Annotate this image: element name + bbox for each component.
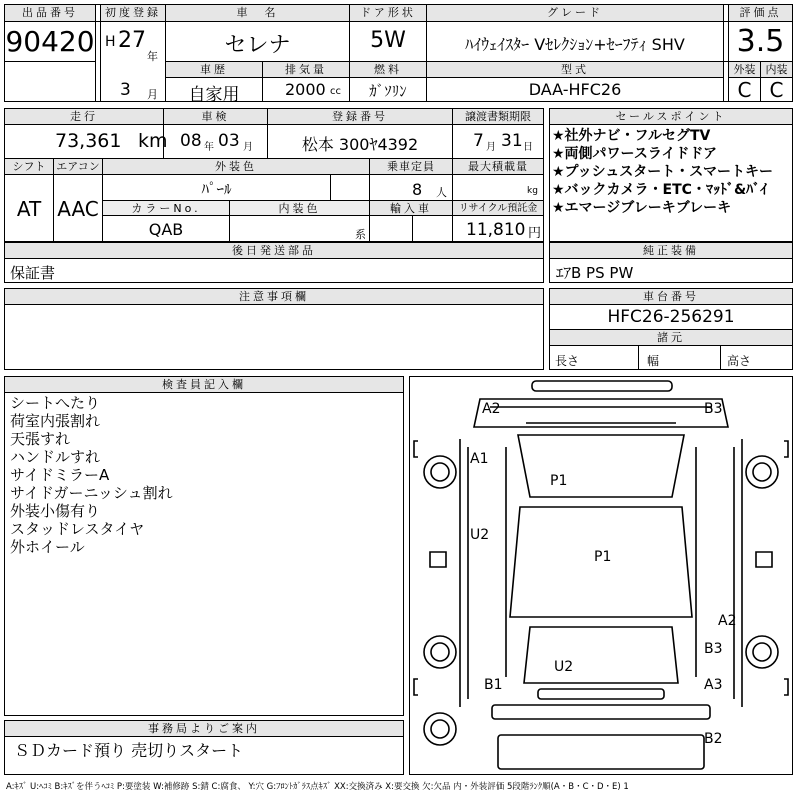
month-unit: 月 bbox=[147, 88, 158, 101]
recycle-label: リサイクル預託金 bbox=[453, 201, 543, 215]
chassis-value: HFC26-256291 bbox=[607, 307, 735, 327]
damage-b3-top: B3 bbox=[704, 401, 723, 417]
inspector-lines bbox=[10, 394, 173, 556]
sales-point-item: ★バックカメラ・ETC・ﾏｯﾄﾞ&ﾊﾞｲ bbox=[552, 182, 768, 198]
later-parts-label: 後日発送部品 bbox=[5, 243, 543, 258]
displacement-unit: cc bbox=[330, 86, 341, 97]
color-no-label: カラーNo. bbox=[103, 201, 229, 215]
grade-label: グレード bbox=[427, 5, 723, 21]
insp-month-unit: 月 bbox=[243, 142, 253, 153]
damage-p1-mid: P1 bbox=[594, 549, 612, 565]
fuel: ｶﾞｿﾘﾝ bbox=[369, 82, 407, 100]
length-label: 長さ bbox=[555, 354, 580, 368]
door: 5W bbox=[370, 28, 406, 53]
transfer-month-unit: 月 bbox=[486, 142, 496, 153]
later-parts-value: 保証書 bbox=[10, 264, 56, 282]
car-outline bbox=[410, 377, 792, 774]
inspector-line: 天張すれ bbox=[10, 430, 71, 448]
inspector-line: シートへたり bbox=[10, 394, 101, 412]
insp-month: 03 bbox=[218, 131, 240, 151]
color: ﾊﾟｰﾙ bbox=[201, 180, 232, 198]
displacement-label: 排気量 bbox=[263, 62, 349, 77]
interior-grade: C bbox=[769, 78, 784, 102]
office-value: ＳＤカード預り 売切りスタート bbox=[14, 741, 244, 760]
chassis-label: 車台番号 bbox=[550, 289, 792, 304]
lot-no-label: 出品番号 bbox=[5, 5, 95, 21]
load-unit: kg bbox=[527, 186, 538, 196]
legend: A:ｷｽﾞ U:ﾍｺﾐ B:ｷｽﾞを伴うﾍｺﾐ P:要塗装 W:補修跡 S:錆 C:腐食、 Y:穴 G:ﾌﾛﾝﾄｶﾞﾗｽ点ｷｽﾞ XX:交換済み X:要交換 欠:欠品 内・外装評価 5段階ﾗﾝｸ順(A・B・C・D・E) 1 bbox=[6, 782, 629, 792]
ac-label: エアコン bbox=[54, 159, 102, 174]
interior-label: 内装 bbox=[761, 62, 792, 77]
inspector-line: 外装小傷有り bbox=[10, 502, 101, 520]
year: 27 bbox=[118, 28, 146, 53]
width-label: 幅 bbox=[647, 354, 660, 368]
inspector-label: 検査員記入欄 bbox=[5, 377, 403, 392]
history: 自家用 bbox=[188, 85, 240, 105]
transfer-month: 7 bbox=[473, 131, 484, 151]
mileage-unit: km bbox=[138, 130, 168, 152]
grade: ﾊｲｳｪｲｽﾀｰ Vｾﾚｸｼｮﾝ+ｾｰﾌﾃｨ SHV bbox=[465, 35, 685, 54]
dims-label: 諸元 bbox=[550, 330, 792, 345]
shift-label: シフト bbox=[5, 159, 53, 174]
recycle: 11,810 bbox=[466, 220, 526, 240]
damage-a2-top: A2 bbox=[482, 401, 501, 417]
insp-year: 08 bbox=[180, 131, 202, 151]
inspector-line: 荷室内張割れ bbox=[10, 412, 101, 430]
capacity-unit: 人 bbox=[436, 186, 447, 199]
damage-a2-right: A2 bbox=[718, 613, 737, 629]
color-no: QAB bbox=[148, 220, 184, 239]
interior-color-unit: 系 bbox=[355, 228, 366, 241]
import-label: 輸入車 bbox=[370, 201, 452, 215]
door-label: ドア形状 bbox=[350, 5, 426, 21]
reg-no-label: 登録番号 bbox=[268, 109, 452, 124]
recycle-unit: 円 bbox=[528, 226, 542, 241]
displacement: 2000 bbox=[285, 80, 326, 99]
inspection-label: 車検 bbox=[164, 109, 267, 124]
reg-no: 松本 300ﾔ4392 bbox=[301, 135, 419, 154]
inspector-line: スタッドレスタイヤ bbox=[10, 520, 145, 538]
score-label: 評価点 bbox=[729, 5, 792, 21]
interior-color-label: 内装色 bbox=[230, 201, 369, 215]
sales-point-item: ★エマージブレーキブレーキ bbox=[552, 200, 732, 216]
era: H bbox=[105, 34, 116, 50]
lot-no: 90420 bbox=[5, 25, 95, 58]
load-label: 最大積載量 bbox=[453, 159, 543, 174]
sales-point-item: ★プッシュスタート・スマートキー bbox=[552, 164, 774, 180]
shift: AT bbox=[16, 197, 42, 221]
damage-b2: B2 bbox=[704, 731, 723, 747]
model: DAA-HFC26 bbox=[528, 80, 622, 99]
month: 3 bbox=[120, 80, 131, 100]
inspector-line: 外ホイール bbox=[10, 538, 85, 556]
damage-u2-bottom: U2 bbox=[554, 659, 574, 675]
car-name: セレナ bbox=[224, 33, 291, 58]
exterior-grade: C bbox=[737, 78, 752, 102]
capacity-label: 乗車定員 bbox=[370, 159, 452, 174]
year-unit: 年 bbox=[147, 50, 158, 63]
mileage: 73,361 bbox=[55, 130, 122, 152]
damage-a3: A3 bbox=[704, 677, 723, 693]
history-label: 車歴 bbox=[166, 62, 262, 77]
insp-year-unit: 年 bbox=[204, 142, 214, 153]
transfer-day-unit: 日 bbox=[523, 142, 533, 153]
sales-points-label: セールスポイント bbox=[550, 109, 792, 124]
model-label: 型式 bbox=[427, 62, 723, 77]
car-name-label: 車 名 bbox=[166, 5, 349, 21]
damage-a1: A1 bbox=[470, 451, 489, 467]
transfer-label: 譲渡書類期限 bbox=[453, 109, 543, 124]
damage-p1-top: P1 bbox=[550, 473, 568, 489]
office-label: 事務局よりご案内 bbox=[5, 721, 403, 736]
height-label: 高さ bbox=[727, 354, 752, 368]
damage-diagram bbox=[409, 376, 793, 775]
transfer-day: 31 bbox=[501, 131, 523, 151]
first-reg-label: 初度登録 bbox=[101, 5, 165, 21]
inspector-line: サイドミラーA bbox=[10, 466, 110, 484]
mileage-label: 走行 bbox=[5, 109, 163, 124]
damage-u2-left: U2 bbox=[470, 527, 490, 543]
standard-equipment-label: 純正装備 bbox=[550, 243, 792, 258]
standard-equipment-value: ｴｱB PS PW bbox=[556, 264, 634, 282]
sales-points-list bbox=[552, 127, 797, 217]
sales-point-item: ★社外ナビ・フルセグTV bbox=[552, 128, 711, 144]
inspector-line: ハンドルすれ bbox=[10, 448, 101, 466]
color-label: 外装色 bbox=[103, 159, 369, 174]
fuel-label: 燃料 bbox=[350, 62, 426, 77]
sales-point-item: ★両側パワースライドドア bbox=[552, 146, 718, 162]
capacity: 8 bbox=[412, 180, 423, 199]
damage-b3-right: B3 bbox=[704, 641, 723, 657]
spec-table bbox=[4, 108, 544, 242]
damage-b1: B1 bbox=[484, 677, 503, 693]
inspector-line: サイドガーニッシュ割れ bbox=[10, 484, 173, 502]
notes-label: 注意事項欄 bbox=[5, 289, 543, 304]
exterior-label: 外装 bbox=[729, 62, 760, 77]
score: 3.5 bbox=[736, 24, 785, 59]
ac: AAC bbox=[57, 197, 99, 221]
